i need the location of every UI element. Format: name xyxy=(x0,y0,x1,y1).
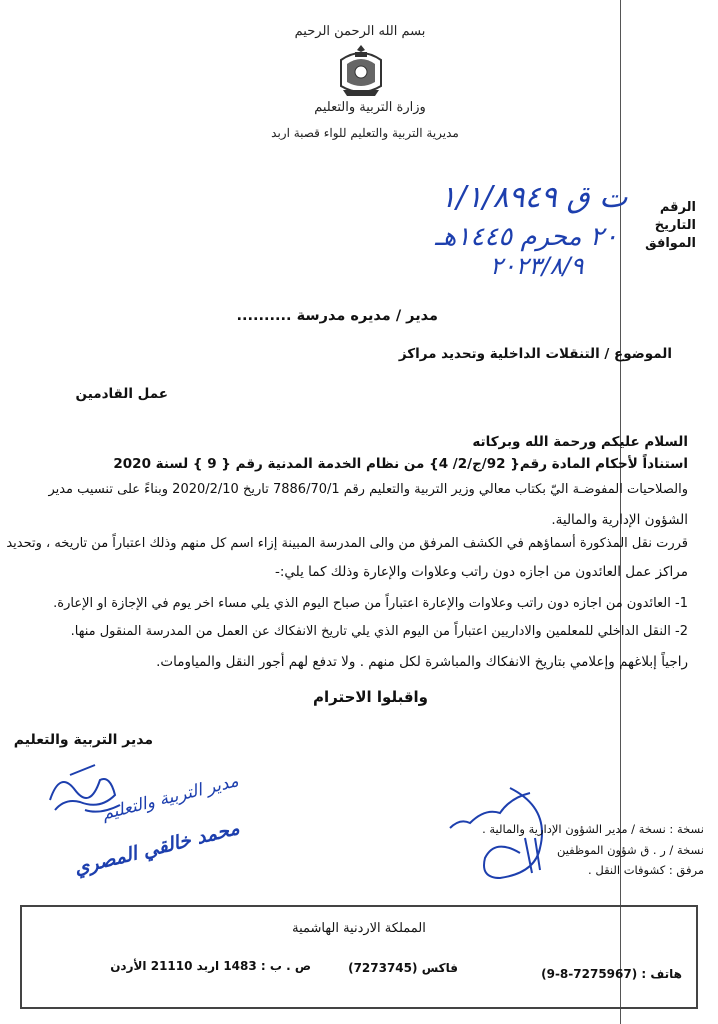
jordan-coat-of-arms-icon xyxy=(335,42,387,100)
attachment: مرفق : كشوفات النقل . xyxy=(588,863,704,877)
kingdom-name: المملكة الاردنية الهاشمية xyxy=(292,921,426,936)
number-label: الرقم xyxy=(659,200,696,215)
body-line-5: مراكز عمل العائدون من اجازه دون راتب وعلاوات والإعارة وذلك كما يلي:- xyxy=(274,564,688,580)
phone-label: هاتف : xyxy=(641,967,682,981)
body-item-2: 2- النقل الداخلي للمعلمين والاداريين اعتباراً من اليوم الذي يلي تاريخ الانفكاك عن العمل من المدرسة المنقول منها. xyxy=(70,624,688,639)
phone-value: (7275967-8-9) xyxy=(541,967,638,981)
body-line-4: قررت نقل المذكورة أسماؤهم في الكشف المرفق من والى المدرسة المبينة إزاء اسم كل منهم وذلك اعتباراً من تاريخه ، وتحديد xyxy=(6,536,688,551)
date-label: التاريخ xyxy=(654,218,696,233)
fax-value: (7273745) xyxy=(348,961,418,975)
body-line-1: استناداً لأحكام المادة رقم{ 92/ج/2/ 4} من نظام الخدمة المدنية رقم { 9 } لسنة 2020 xyxy=(113,456,688,472)
copy-2: نسخة / ر . ق شؤون الموظفين xyxy=(556,843,704,857)
basmala: بسم الله الرحمن الرحيم xyxy=(294,24,426,39)
signature-name-text: محمد خالقي المصري xyxy=(72,817,242,880)
hijri-date: ٢٠ محرم ١٤٤٥هـ xyxy=(435,222,618,252)
greeting: السلام عليكم ورحمة الله وبركاته xyxy=(472,434,688,450)
gregorian-date: ٢٠٢٣/٨/٩ xyxy=(490,252,584,280)
ministry-name: وزارة التربية والتعليم xyxy=(314,100,426,115)
signature-title-text: مدير التربية والتعليم xyxy=(100,771,241,825)
copy-1: نسخة : نسخة / مدير الشؤون الإدارية والمالية . xyxy=(482,822,704,836)
subject-line-1: الموضوع / التنقلات الداخلية وتحديد مراكز xyxy=(398,346,672,362)
closing: واقبلوا الاحترام xyxy=(312,688,428,706)
signatory-title: مدير التربية والتعليم xyxy=(13,732,153,748)
corresponding-label: الموافق xyxy=(645,236,696,251)
body-line-2: والصلاحيات المفوضـة اليّ بكتاب معالي وزير التربية والتعليم رقم 7886/70/1 تاريخ 2020/2/10 وبناءً على تنسيب مدير xyxy=(48,482,688,497)
phone xyxy=(541,967,682,981)
directorate-name: مديرية التربية والتعليم للواء قصبة اربد xyxy=(271,126,459,140)
po-box: ص . ب : 1483 اربد 21110 الأردن xyxy=(110,959,311,973)
footer xyxy=(20,905,698,1009)
recipient: مدير / مديره مدرسة .......... xyxy=(236,308,438,324)
fax-label: فاكس xyxy=(421,961,458,975)
body-item-1: 1- العائدون من اجازه دون راتب وعلاوات والإعارة اعتباراً من صباح اليوم الذي يلي مساء اخر يوم في الإجازة او الإعارة. xyxy=(53,596,688,611)
subject-line-2: عمل القادمين xyxy=(75,386,168,402)
fax xyxy=(348,961,458,975)
reference-number: ت ق ١/١/٨٩٤٩ xyxy=(440,180,628,215)
body-line-6: راجياً إبلاغهم وإعلامي بتاريخ الانفكاك والمباشرة لكل منهم . ولا تدفع لهم أجور النقل والمياومات. xyxy=(156,654,688,670)
body-line-3: الشؤون الإدارية والمالية. xyxy=(551,512,688,528)
